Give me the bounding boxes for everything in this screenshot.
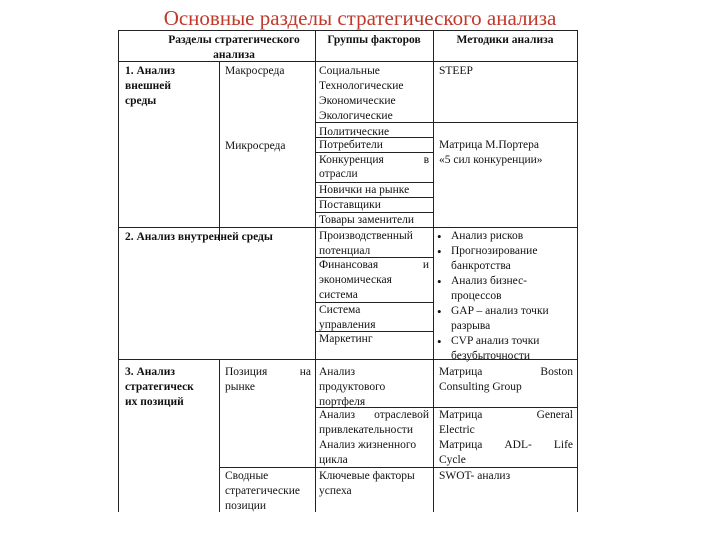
porter-line1: Матрица М.Портера <box>439 139 539 151</box>
method-bankruptcy-line1: • Прогнозирование <box>451 245 538 257</box>
summary-positions <box>225 469 300 514</box>
header-sections <box>149 33 319 63</box>
ge-matrix: Матрица <box>439 409 483 421</box>
factor-substitutes: Товары заменители <box>319 214 415 226</box>
section-positions <box>125 365 194 410</box>
header-factors: Группы факторов <box>327 34 421 46</box>
factor-econ: Экономические <box>319 95 396 107</box>
section-positions-line3: их позиций <box>125 396 184 408</box>
ge-general: General <box>536 409 573 421</box>
method-bp-line1: • Анализ бизнес- <box>451 275 528 287</box>
factor-political: Политические <box>319 126 390 138</box>
method-risk-text: • Анализ рисков <box>451 230 524 242</box>
mgmt-line2: управления <box>319 319 376 331</box>
factor-attractiveness <box>319 408 429 468</box>
macro-label: Макросреда <box>225 65 285 77</box>
lifecycle-line1: Анализ жизненного <box>319 439 417 451</box>
method-porter <box>439 138 543 168</box>
factor-newcomers: Новички на рынке <box>319 184 410 196</box>
adl-matrix: Матрица <box>439 439 483 451</box>
micro-label: Микросреда <box>225 140 286 152</box>
factor-management <box>319 303 375 333</box>
factor-key-success <box>319 469 415 499</box>
section-positions-line1: 3. Анализ <box>125 366 175 378</box>
production-line1: Производственный <box>319 230 413 242</box>
factor-portfolio <box>319 365 385 410</box>
factor-production <box>319 229 413 259</box>
bcg-matrix: Матрица <box>439 366 483 378</box>
col-divider-2 <box>315 31 316 512</box>
finance-and: и <box>422 259 429 271</box>
key-factors-line1: Ключевые факторы <box>319 470 415 482</box>
method-bankruptcy-line2: банкротства <box>451 260 511 272</box>
header-methods: Методики анализа <box>456 34 554 46</box>
factor-consumers: Потребители <box>319 139 383 151</box>
portfolio-line2: продуктового <box>319 381 386 393</box>
method-gap <box>436 304 577 334</box>
portfolio-line1: Анализ <box>319 366 356 378</box>
method-bp-line2: процессов <box>451 290 502 302</box>
portfolio-line3: портфеля <box>319 396 366 408</box>
lifecycle-line2: цикла <box>319 454 348 466</box>
col-divider-1b <box>219 359 220 512</box>
method-cvp <box>436 334 577 364</box>
finance-line3: система <box>319 289 358 301</box>
market-on: на <box>299 366 311 378</box>
method-ge-adl <box>439 408 573 468</box>
bcg-boston: Boston <box>540 366 573 378</box>
attract-industry: отраслевой <box>374 409 429 421</box>
col-divider-1 <box>219 61 220 241</box>
factor-industry: отрасли <box>319 168 358 180</box>
method-cvp-line2: безубыточности <box>451 350 531 362</box>
competition-in: в <box>423 154 429 166</box>
section-internal: 2. Анализ внутренней среды <box>125 231 273 243</box>
summary-line3: позиции <box>225 500 267 512</box>
competition-word: Конкуренция <box>319 154 384 166</box>
method-swot: SWOT- анализ <box>439 470 511 482</box>
method-gap-line2: разрыва <box>451 320 491 332</box>
factor-competition <box>319 153 429 168</box>
market-line2: рынке <box>225 381 256 393</box>
macro-factors <box>319 64 404 140</box>
section-external-line3: среды <box>125 95 157 107</box>
section-external <box>125 64 175 109</box>
strategic-analysis-table <box>118 30 578 512</box>
method-gap-line1: • GAP – анализ точки <box>451 305 549 317</box>
summary-line1: Сводные <box>225 470 269 482</box>
factor-finance <box>319 258 429 303</box>
key-factors-line2: успеха <box>319 485 352 497</box>
market-word: Позиция <box>225 366 268 378</box>
bcg-line2: Consulting Group <box>439 381 522 393</box>
line-micro-start <box>433 122 577 123</box>
section-positions-line2: стратегическ <box>125 381 194 393</box>
factor-eco: Экологические <box>319 110 393 122</box>
finance-line2: экономическая <box>319 274 392 286</box>
porter-line2: «5 сил конкуренции» <box>439 154 543 166</box>
mgmt-line1: Система <box>319 304 361 316</box>
method-bankruptcy <box>436 244 577 274</box>
finance-word: Финансовая <box>319 259 379 271</box>
production-line2: потенциал <box>319 245 371 257</box>
method-bcg <box>439 365 573 395</box>
section-external-line1: 1. Анализ <box>125 65 175 77</box>
market-position <box>225 365 311 395</box>
header-sections-line2: анализа <box>213 49 255 61</box>
col-divider-3 <box>433 31 434 512</box>
method-cvp-line1: • CVP анализ точки <box>451 335 540 347</box>
attract-line2: привлекательности <box>319 424 413 436</box>
adl-adl: ADL- <box>504 439 532 451</box>
summary-line2: стратегические <box>225 485 300 497</box>
factor-marketing: Маркетинг <box>319 333 373 345</box>
method-steep: STEEP <box>439 65 473 77</box>
section-external-line2: внешней <box>125 80 172 92</box>
ge-line2: Electric <box>439 424 475 436</box>
factor-social: Социальные <box>319 65 380 77</box>
method-business-process <box>436 274 577 304</box>
page-title: Основные разделы стратегического анализа <box>163 6 557 30</box>
attract-word: Анализ <box>319 409 356 421</box>
adl-line2: Cycle <box>439 454 466 466</box>
factor-suppliers: Поставщики <box>319 199 381 211</box>
internal-methods-list <box>436 229 577 364</box>
method-risk <box>436 229 577 244</box>
header-sections-line1: Разделы стратегического <box>168 34 300 46</box>
adl-life: Life <box>553 439 573 451</box>
factor-tech: Технологические <box>319 80 404 92</box>
